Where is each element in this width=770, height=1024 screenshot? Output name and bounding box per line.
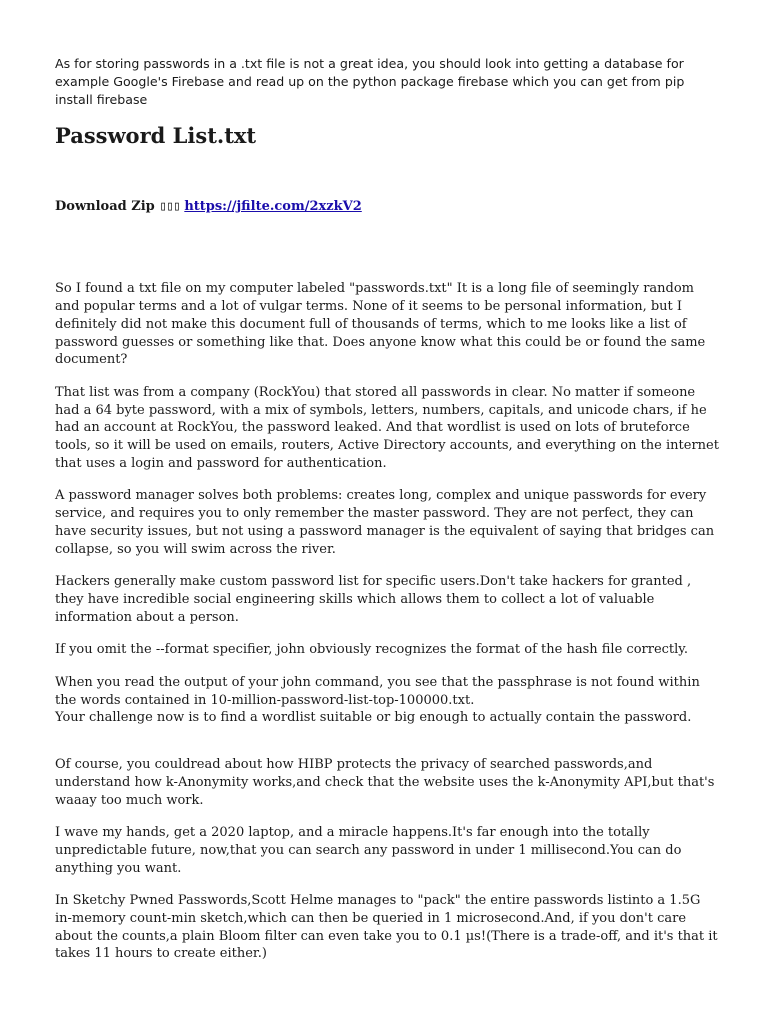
- paragraph-7: Your challenge now is to find a wordlist suitable or big enough to actually contain the password.: [55, 710, 692, 726]
- paragraph-5: If you omit the --format specifier, john obviously recognizes the format of the hash file correctly.: [55, 642, 689, 658]
- paragraph-3: A password manager solves both problems: creates long, complex and unique passwords for every service, and requires you to only remember the master password. They are not perfect, they can have security issues, but not using a password manager is the equivalent of saying that bridges can collapse, so you will swim across the river.: [55, 488, 715, 557]
- paragraph-2: That list was from a company (RockYou) that stored all passwords in clear. No matter if someone had a 64 byte password, with a mix of symbols, letters, numbers, capitals, and unicode chars, if he had an account at RockYou, the password leaked. And that wordlist is used on lots of bruteforce tools, so it will be used on emails, routers, Active Directory accounts, and everything on the internet that uses a login and password for authentication.: [55, 384, 719, 471]
- document-page: [55, 55, 720, 963]
- placeholder-glyphs: ▯▯▯: [159, 199, 180, 215]
- intro-paragraph: As for storing passwords in a .txt file is not a great idea, you should look into getting a database for example Google's Firebase and read up on the python package firebase which you can get from pip install firebase: [55, 56, 685, 107]
- paragraph-4: Hackers generally make custom password list for specific users.Don't take hackers for granted , they have incredible social engineering skills which allows them to collect a lot of valuable information about a person.: [55, 574, 692, 625]
- page-title: Password List.txt: [55, 123, 257, 149]
- paragraph-8: Of course, you couldread about how HIBP protects the privacy of searched passwords,and understand how k-Anonymity works,and check that the website uses the k-Anonymity API,but that's waaay too much work.: [55, 757, 715, 808]
- paragraph-1: So I found a txt file on my computer labeled "passwords.txt" It is a long file of seemingly random and popular terms and a lot of vulgar terms. None of it seems to be personal information, but I definitely did not make this document full of thousands of terms, which to me looks like a list of password guesses or something like that. Does anyone know what this could be or found the same document?: [55, 281, 706, 368]
- download-label: Download Zip: [55, 199, 155, 215]
- download-link[interactable]: https://jfilte.com/2xzkV2: [184, 199, 362, 215]
- paragraph-6: When you read the output of your john command, you see that the passphrase is not found within the words contained in 10-million-password-list-top-100000.txt.: [55, 675, 700, 708]
- paragraph-9: I wave my hands, get a 2020 laptop, and a miracle happens.It's far enough into the totally unpredictable future, now,that you can search any password in under 1 millisecond.You can do anything you want.: [55, 825, 682, 876]
- paragraph-10: In Sketchy Pwned Passwords,Scott Helme manages to "pack" the entire passwords listinto a 1.5G in-memory count-min sketch,which can then be queried in 1 microsecond.And, if you don't care about the counts,a plain Bloom filter can even take you to 0.1 µs!(There is a trade-off, and it's that it takes 11 hours to create either.): [55, 893, 718, 962]
- download-line: [55, 198, 720, 216]
